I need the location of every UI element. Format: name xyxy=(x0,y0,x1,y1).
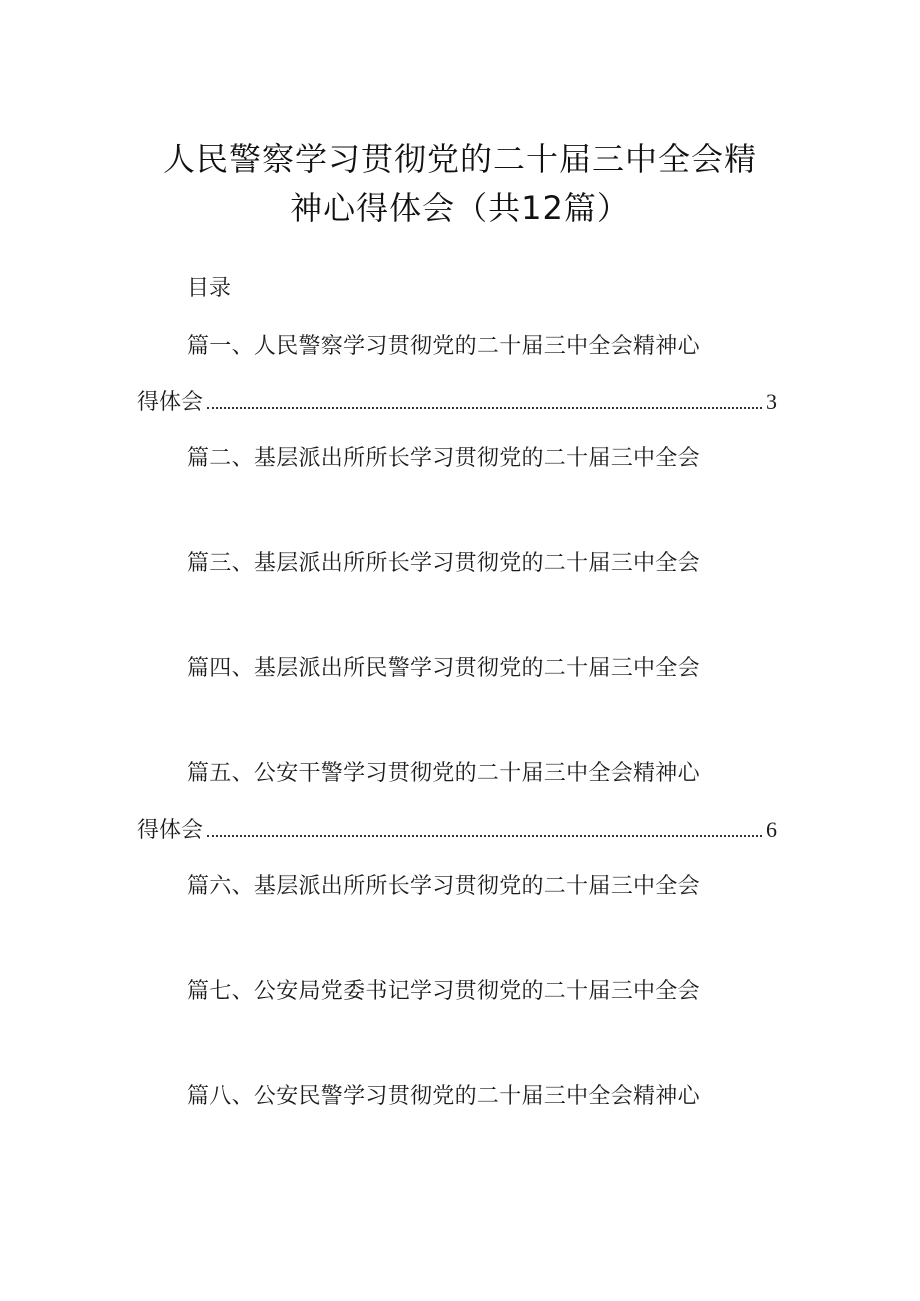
toc-dot-leader xyxy=(207,835,762,837)
document-title-line-1: 人民警察学习贯彻党的二十届三中全会精 xyxy=(162,140,757,178)
toc-entry-8[interactable]: 篇八、公安民警学习贯彻党的二十届三中全会精神心 xyxy=(187,1084,700,1109)
toc-entry-5[interactable]: 篇五、公安干警学习贯彻党的二十届三中全会精神心 xyxy=(187,761,700,786)
toc-entry-5-line2: 得体会 xyxy=(137,818,204,843)
toc-entry-1[interactable]: 篇一、人民警察学习贯彻党的二十届三中全会精神心 xyxy=(187,334,700,359)
toc-entry-5-page-number: 6 xyxy=(766,817,777,842)
toc-entry-1-page-number: 3 xyxy=(766,389,777,414)
document-title-line-2: 神心得体会（共12篇） xyxy=(290,189,630,227)
toc-entry-4[interactable]: 篇四、基层派出所民警学习贯彻党的二十届三中全会 xyxy=(187,656,700,681)
toc-entry-5-continuation[interactable] xyxy=(137,813,777,844)
toc-entry-1-line2: 得体会 xyxy=(137,390,204,415)
toc-entry-6[interactable]: 篇六、基层派出所所长学习贯彻党的二十届三中全会 xyxy=(187,874,700,899)
toc-dot-leader xyxy=(207,407,762,409)
toc-entry-3[interactable]: 篇三、基层派出所所长学习贯彻党的二十届三中全会 xyxy=(187,551,700,576)
toc-entry-2[interactable]: 篇二、基层派出所所长学习贯彻党的二十届三中全会 xyxy=(187,446,700,471)
toc-heading: 目录 xyxy=(187,276,232,301)
toc-entry-7[interactable]: 篇七、公安局党委书记学习贯彻党的二十届三中全会 xyxy=(187,979,700,1004)
toc-entry-1-continuation[interactable] xyxy=(137,385,777,416)
